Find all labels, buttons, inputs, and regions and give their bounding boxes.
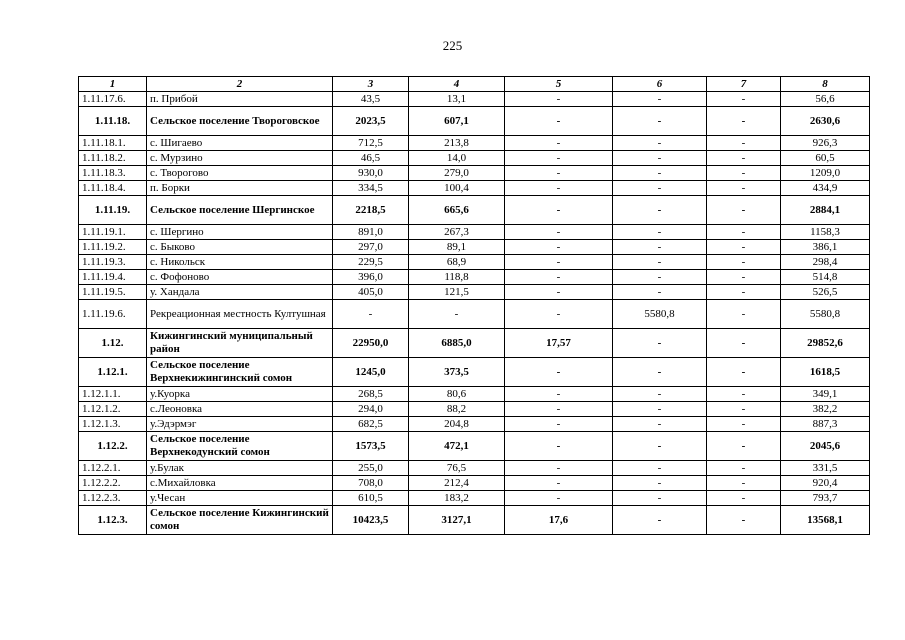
cell-col-3: 891,0 <box>333 225 409 240</box>
column-header: 4 <box>409 77 505 92</box>
cell-col-5: - <box>505 240 613 255</box>
cell-col-7: - <box>707 151 781 166</box>
cell-col-5: - <box>505 136 613 151</box>
table-row <box>79 329 870 358</box>
cell-col-3: 610,5 <box>333 491 409 506</box>
cell-col-5: - <box>505 255 613 270</box>
cell-col-3: 1573,5 <box>333 432 409 461</box>
cell-col-3: 712,5 <box>333 136 409 151</box>
table-row <box>79 476 870 491</box>
cell-col-3: 46,5 <box>333 151 409 166</box>
row-name: с. Творогово <box>147 166 333 181</box>
cell-col-8: 56,6 <box>781 92 870 107</box>
cell-col-5: - <box>505 402 613 417</box>
cell-col-5: - <box>505 358 613 387</box>
row-code: 1.11.19.5. <box>79 285 147 300</box>
cell-col-3: 2023,5 <box>333 107 409 136</box>
cell-col-3: 297,0 <box>333 240 409 255</box>
cell-col-5: - <box>505 92 613 107</box>
row-code: 1.12.3. <box>79 506 147 535</box>
cell-col-7: - <box>707 240 781 255</box>
cell-col-4: 89,1 <box>409 240 505 255</box>
cell-col-3: 22950,0 <box>333 329 409 358</box>
cell-col-5: 17,57 <box>505 329 613 358</box>
table-row <box>79 151 870 166</box>
cell-col-7: - <box>707 402 781 417</box>
cell-col-8: 298,4 <box>781 255 870 270</box>
table-row <box>79 461 870 476</box>
cell-col-3: - <box>333 300 409 329</box>
cell-col-6: - <box>613 92 707 107</box>
table-row <box>79 432 870 461</box>
row-name: п. Прибой <box>147 92 333 107</box>
cell-col-7: - <box>707 136 781 151</box>
row-name: Кижингинский муниципальный район <box>147 329 333 358</box>
cell-col-4: 267,3 <box>409 225 505 240</box>
cell-col-3: 405,0 <box>333 285 409 300</box>
cell-col-4: 6885,0 <box>409 329 505 358</box>
row-name: с. Мурзино <box>147 151 333 166</box>
cell-col-7: - <box>707 358 781 387</box>
table-row <box>79 107 870 136</box>
cell-col-3: 294,0 <box>333 402 409 417</box>
row-code: 1.12.1.2. <box>79 402 147 417</box>
cell-col-5: - <box>505 461 613 476</box>
cell-col-6: - <box>613 461 707 476</box>
cell-col-8: 5580,8 <box>781 300 870 329</box>
cell-col-7: - <box>707 166 781 181</box>
cell-col-3: 2218,5 <box>333 196 409 225</box>
cell-col-5: - <box>505 166 613 181</box>
cell-col-4: 607,1 <box>409 107 505 136</box>
cell-col-7: - <box>707 196 781 225</box>
row-code: 1.11.18.1. <box>79 136 147 151</box>
cell-col-8: 1158,3 <box>781 225 870 240</box>
row-code: 1.12.2.1. <box>79 461 147 476</box>
cell-col-8: 2884,1 <box>781 196 870 225</box>
cell-col-4: 68,9 <box>409 255 505 270</box>
table-body <box>79 92 870 535</box>
cell-col-3: 930,0 <box>333 166 409 181</box>
cell-col-6: - <box>613 151 707 166</box>
row-code: 1.11.19.6. <box>79 300 147 329</box>
cell-col-6: - <box>613 358 707 387</box>
cell-col-5: - <box>505 225 613 240</box>
row-name: с. Шергино <box>147 225 333 240</box>
cell-col-3: 682,5 <box>333 417 409 432</box>
cell-col-6: - <box>613 196 707 225</box>
data-table <box>78 76 870 535</box>
table-row <box>79 358 870 387</box>
cell-col-6: - <box>613 402 707 417</box>
cell-col-4: 76,5 <box>409 461 505 476</box>
cell-col-6: - <box>613 506 707 535</box>
cell-col-7: - <box>707 107 781 136</box>
page-number: 225 <box>442 38 463 53</box>
row-name: с.Михайловка <box>147 476 333 491</box>
row-code: 1.12. <box>79 329 147 358</box>
row-name: у.Чесан <box>147 491 333 506</box>
table-row <box>79 196 870 225</box>
row-code: 1.12.2.2. <box>79 476 147 491</box>
table-row <box>79 417 870 432</box>
cell-col-7: - <box>707 461 781 476</box>
table-row <box>79 285 870 300</box>
cell-col-8: 13568,1 <box>781 506 870 535</box>
cell-col-6: - <box>613 255 707 270</box>
cell-col-8: 526,5 <box>781 285 870 300</box>
cell-col-8: 1209,0 <box>781 166 870 181</box>
cell-col-6: - <box>613 417 707 432</box>
cell-col-6: - <box>613 181 707 196</box>
cell-col-7: - <box>707 417 781 432</box>
cell-col-8: 2045,6 <box>781 432 870 461</box>
cell-col-8: 386,1 <box>781 240 870 255</box>
cell-col-6: - <box>613 432 707 461</box>
table-row <box>79 491 870 506</box>
cell-col-8: 349,1 <box>781 387 870 402</box>
cell-col-4: 121,5 <box>409 285 505 300</box>
cell-col-4: 100,4 <box>409 181 505 196</box>
row-code: 1.11.18.3. <box>79 166 147 181</box>
row-name: с. Никольск <box>147 255 333 270</box>
table-row <box>79 255 870 270</box>
cell-col-7: - <box>707 225 781 240</box>
cell-col-3: 268,5 <box>333 387 409 402</box>
cell-col-5: 17,6 <box>505 506 613 535</box>
cell-col-8: 1618,5 <box>781 358 870 387</box>
cell-col-5: - <box>505 417 613 432</box>
cell-col-6: - <box>613 166 707 181</box>
table-row <box>79 225 870 240</box>
column-header: 5 <box>505 77 613 92</box>
column-header: 2 <box>147 77 333 92</box>
cell-col-5: - <box>505 270 613 285</box>
table-row <box>79 92 870 107</box>
row-name: у. Хандала <box>147 285 333 300</box>
cell-col-3: 10423,5 <box>333 506 409 535</box>
cell-col-7: - <box>707 270 781 285</box>
table-row <box>79 136 870 151</box>
cell-col-5: - <box>505 285 613 300</box>
cell-col-5: - <box>505 491 613 506</box>
cell-col-4: 14,0 <box>409 151 505 166</box>
cell-col-8: 793,7 <box>781 491 870 506</box>
cell-col-4: 212,4 <box>409 476 505 491</box>
row-name: с. Шигаево <box>147 136 333 151</box>
row-code: 1.11.17.6. <box>79 92 147 107</box>
row-name: у.Эдэрмэг <box>147 417 333 432</box>
table-row <box>79 181 870 196</box>
row-name: с. Быково <box>147 240 333 255</box>
cell-col-6: - <box>613 136 707 151</box>
row-name: у.Куорка <box>147 387 333 402</box>
row-name: п. Борки <box>147 181 333 196</box>
cell-col-5: - <box>505 151 613 166</box>
row-name: Сельское поселение Кижингинский сомон <box>147 506 333 535</box>
cell-col-5: - <box>505 181 613 196</box>
cell-col-8: 434,9 <box>781 181 870 196</box>
cell-col-5: - <box>505 196 613 225</box>
cell-col-4: 204,8 <box>409 417 505 432</box>
cell-col-6: - <box>613 107 707 136</box>
row-code: 1.12.2. <box>79 432 147 461</box>
table-row <box>79 270 870 285</box>
cell-col-3: 255,0 <box>333 461 409 476</box>
cell-col-6: - <box>613 491 707 506</box>
row-code: 1.12.2.3. <box>79 491 147 506</box>
row-code: 1.11.18.2. <box>79 151 147 166</box>
cell-col-7: - <box>707 432 781 461</box>
cell-col-7: - <box>707 387 781 402</box>
cell-col-8: 2630,6 <box>781 107 870 136</box>
cell-col-3: 229,5 <box>333 255 409 270</box>
column-header: 6 <box>613 77 707 92</box>
cell-col-4: 118,8 <box>409 270 505 285</box>
table-row <box>79 402 870 417</box>
table-header-row <box>79 77 870 92</box>
cell-col-8: 60,5 <box>781 151 870 166</box>
table-row <box>79 387 870 402</box>
row-code: 1.11.19.4. <box>79 270 147 285</box>
row-name: у.Булак <box>147 461 333 476</box>
table-row <box>79 506 870 535</box>
cell-col-5: - <box>505 300 613 329</box>
cell-col-7: - <box>707 491 781 506</box>
cell-col-4: 472,1 <box>409 432 505 461</box>
cell-col-3: 396,0 <box>333 270 409 285</box>
column-header: 8 <box>781 77 870 92</box>
cell-col-4: 279,0 <box>409 166 505 181</box>
cell-col-4: 665,6 <box>409 196 505 225</box>
cell-col-4: 373,5 <box>409 358 505 387</box>
row-code: 1.12.1.3. <box>79 417 147 432</box>
row-name: с.Леоновка <box>147 402 333 417</box>
table-row <box>79 166 870 181</box>
row-code: 1.12.1.1. <box>79 387 147 402</box>
table-row <box>79 300 870 329</box>
column-header: 7 <box>707 77 781 92</box>
row-name: с. Фофоново <box>147 270 333 285</box>
cell-col-4: 88,2 <box>409 402 505 417</box>
cell-col-5: - <box>505 107 613 136</box>
cell-col-4: 183,2 <box>409 491 505 506</box>
cell-col-6: - <box>613 270 707 285</box>
cell-col-6: - <box>613 285 707 300</box>
cell-col-5: - <box>505 387 613 402</box>
cell-col-4: 80,6 <box>409 387 505 402</box>
cell-col-8: 887,3 <box>781 417 870 432</box>
cell-col-3: 708,0 <box>333 476 409 491</box>
cell-col-8: 382,2 <box>781 402 870 417</box>
cell-col-7: - <box>707 300 781 329</box>
row-name: Сельское поселение Твороговское <box>147 107 333 136</box>
row-name: Сельское поселение Шергинское <box>147 196 333 225</box>
cell-col-7: - <box>707 329 781 358</box>
row-code: 1.11.18. <box>79 107 147 136</box>
table-row <box>79 240 870 255</box>
column-header: 3 <box>333 77 409 92</box>
cell-col-4: 13,1 <box>409 92 505 107</box>
cell-col-5: - <box>505 476 613 491</box>
row-code: 1.12.1. <box>79 358 147 387</box>
cell-col-3: 1245,0 <box>333 358 409 387</box>
cell-col-7: - <box>707 506 781 535</box>
cell-col-8: 514,8 <box>781 270 870 285</box>
cell-col-6: - <box>613 476 707 491</box>
cell-col-4: 213,8 <box>409 136 505 151</box>
cell-col-8: 926,3 <box>781 136 870 151</box>
row-name: Сельское поселение Верхнекодунский сомон <box>147 432 333 461</box>
cell-col-3: 43,5 <box>333 92 409 107</box>
cell-col-4: 3127,1 <box>409 506 505 535</box>
row-name: Рекреационная местность Култушная <box>147 300 333 329</box>
cell-col-8: 920,4 <box>781 476 870 491</box>
column-header: 1 <box>79 77 147 92</box>
cell-col-7: - <box>707 255 781 270</box>
cell-col-7: - <box>707 476 781 491</box>
cell-col-8: 29852,6 <box>781 329 870 358</box>
row-code: 1.11.19. <box>79 196 147 225</box>
cell-col-4: - <box>409 300 505 329</box>
cell-col-6: - <box>613 387 707 402</box>
cell-col-7: - <box>707 285 781 300</box>
cell-col-3: 334,5 <box>333 181 409 196</box>
cell-col-8: 331,5 <box>781 461 870 476</box>
cell-col-6: - <box>613 329 707 358</box>
row-code: 1.11.19.2. <box>79 240 147 255</box>
cell-col-7: - <box>707 181 781 196</box>
cell-col-5: - <box>505 432 613 461</box>
cell-col-6: 5580,8 <box>613 300 707 329</box>
row-code: 1.11.19.3. <box>79 255 147 270</box>
row-code: 1.11.18.4. <box>79 181 147 196</box>
cell-col-7: - <box>707 92 781 107</box>
row-name: Сельское поселение Верхнекижингинский сомон <box>147 358 333 387</box>
row-code: 1.11.19.1. <box>79 225 147 240</box>
cell-col-6: - <box>613 225 707 240</box>
cell-col-6: - <box>613 240 707 255</box>
